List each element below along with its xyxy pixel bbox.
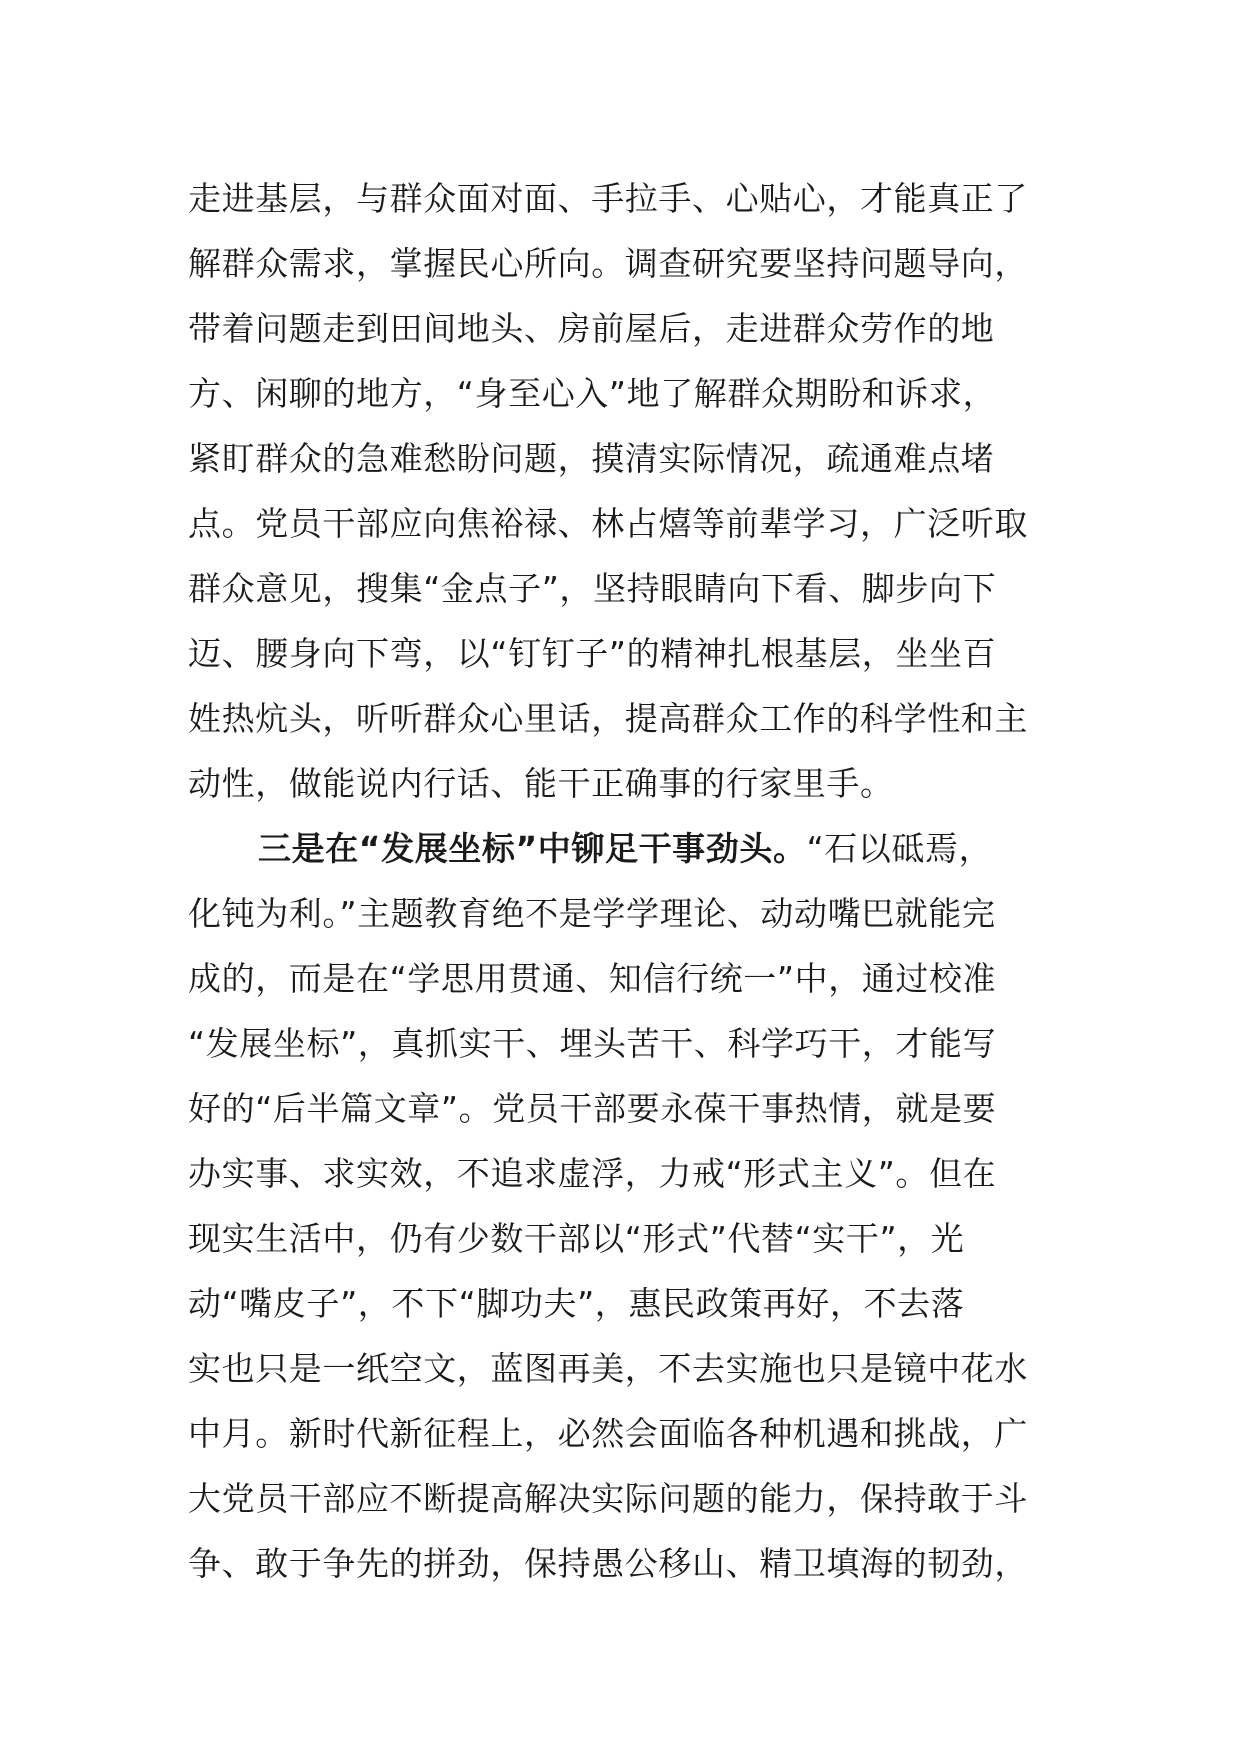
paragraph-1-line: 方、闲聊的地方，“身至心入”地了解群众期盼和诉求， xyxy=(188,374,997,413)
paragraph-1-line: 带着问题走到田间地头、房前屋后，走进群众劳作的地 xyxy=(188,309,995,348)
paragraph-2-line: 化钝为利。”主题教育绝不是学学理论、动动嘴巴就能完 xyxy=(188,894,996,933)
paragraph-1-line: 群众意见，搜集“金点子”，坚持眼睛向下看、脚步向下 xyxy=(188,569,997,608)
paragraph-2-line: 中月。新时代新征程上，必然会面临各种机遇和挑战，广 xyxy=(188,1414,1028,1453)
paragraph-1-line: 迈、腰身向下弯，以“钉钉子”的精神扎根基层，坐坐百 xyxy=(188,634,997,673)
body-text xyxy=(188,166,1068,1596)
paragraph-2-line: 争、敢于争先的拼劲，保持愚公移山、精卫填海的韧劲， xyxy=(188,1544,1028,1583)
paragraph-2-line: 成的，而是在“学思用贯通、知信行统一”中，通过校准 xyxy=(188,959,997,998)
paragraph-2-line: 现实生活中，仍有少数干部以“形式”代替“实干”，光 xyxy=(188,1219,965,1258)
paragraph-2-line: 大党员干部应不断提高解决实际问题的能力，保持敢于斗 xyxy=(188,1479,1028,1518)
paragraph-1-line: 紧盯群众的急难愁盼问题，摸清实际情况，疏通难点堵 xyxy=(188,439,995,478)
paragraph-2-line: 动“嘴皮子”，不下“脚功夫”，惠民政策再好，不去落 xyxy=(188,1284,965,1323)
paragraph-1-line: 点。党员干部应向焦裕禄、林占熺等前辈学习，广泛听取 xyxy=(188,504,1028,543)
paragraph-2-line: 好的“后半篇文章”。党员干部要永葆干事热情，就是要 xyxy=(188,1089,997,1128)
paragraph-1 xyxy=(188,166,1068,816)
paragraph-1-line: 姓热炕头，听听群众心里话，提高群众工作的科学性和主 xyxy=(188,699,1028,738)
paragraph-1-line: 动性，做能说内行话、能干正确事的行家里手。 xyxy=(188,764,894,803)
paragraph-2-line: “发展坐标”，真抓实干、埋头苦干、科学巧干，才能写 xyxy=(188,1024,997,1063)
paragraph-2-heading: 三是在“发展坐标”中铆足干事劲头。 xyxy=(258,829,807,868)
paragraph-1-line: 走进基层，与群众面对面、手拉手、心贴心，才能真正了 xyxy=(188,179,1028,218)
paragraph-1-line: 解群众需求，掌握民心所向。调查研究要坚持问题导向， xyxy=(188,244,1028,283)
paragraph-2-quote-start: “石以砥焉， xyxy=(806,829,993,868)
paragraph-2 xyxy=(188,816,1068,1596)
paragraph-2-line: 办实事、求实效，不追求虚浮，力戒“形式主义”。但在 xyxy=(188,1154,997,1193)
paragraph-2-first-line xyxy=(188,816,1068,881)
paragraph-2-line: 实也只是一纸空文，蓝图再美，不去实施也只是镜中花水 xyxy=(188,1349,1028,1388)
